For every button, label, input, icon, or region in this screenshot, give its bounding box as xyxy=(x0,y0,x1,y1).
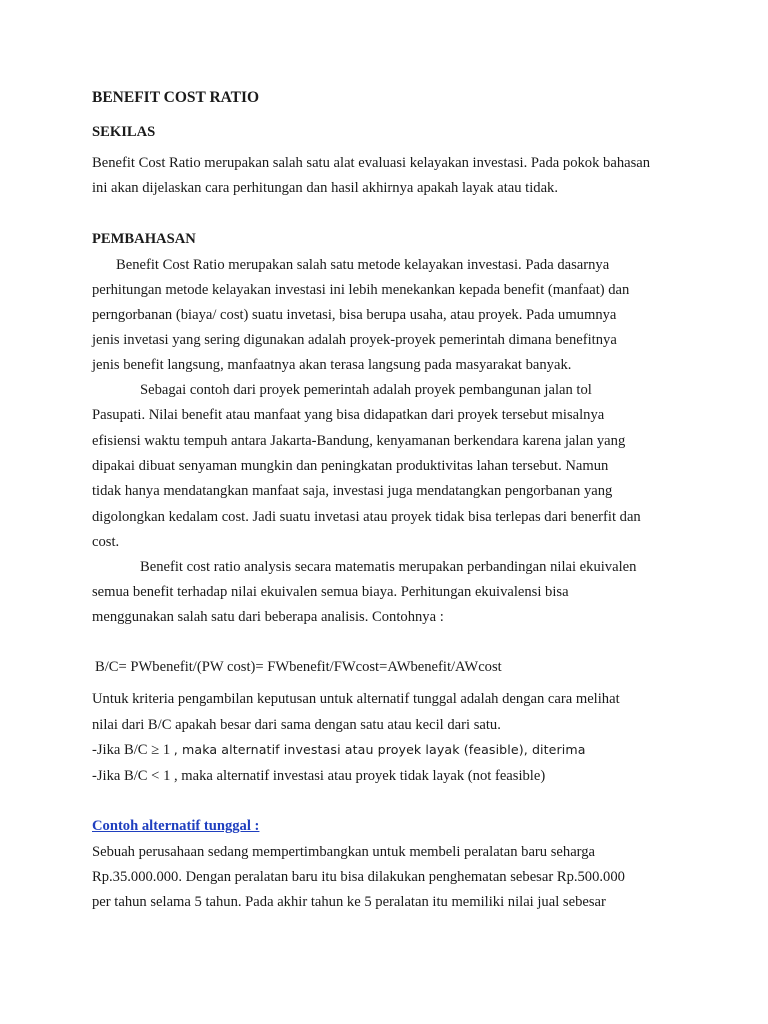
sekilas-line-2: ini akan dijelaskan cara perhitungan dan hasil akhirnya apakah layak atau tidak. xyxy=(92,180,559,196)
para1-line-4: jenis invetasi yang sering digunakan adalah proyek-proyek pemerintah dimana benefitnya xyxy=(92,332,617,348)
para2-line-5: tidak hanya mendatangkan manfaat saja, investasi juga mendatangkan pengorbanan yang xyxy=(92,483,613,499)
para3-line-3: menggunakan salah satu dari beberapa analisis. Contohnya : xyxy=(92,609,444,625)
para1-line-3: perngorbanan (biaya/ cost) suatu invetasi, bisa berupa usaha, atau proyek. Pada umumnya xyxy=(92,307,617,323)
rule-feasible xyxy=(92,741,586,759)
contoh-line-1: Sebuah perusahaan sedang mempertimbangkan untuk membeli peralatan baru seharga xyxy=(92,844,596,860)
para2-line-7: cost. xyxy=(92,534,120,550)
para1-line-1: Benefit Cost Ratio merupakan salah satu metode kelayakan investasi. Pada dasarnya xyxy=(116,257,610,273)
kriteria-line-2: nilai dari B/C apakah besar dari sama dengan satu atau kecil dari satu. xyxy=(92,717,501,733)
rule-feasible-prefix: -Jika B/C ≥ 1 xyxy=(92,742,174,758)
contoh-line-2: Rp.35.000.000. Dengan peralatan baru itu bisa dilakukan penghematan sebesar Rp.500.000 xyxy=(92,869,625,885)
rule-not-feasible: -Jika B/C < 1 , maka alternatif investasi atau proyek tidak layak (not feasible) xyxy=(92,768,546,784)
sekilas-line-1: Benefit Cost Ratio merupakan salah satu alat evaluasi kelayakan investasi. Pada pokok bahasan xyxy=(92,155,651,171)
para2-line-6: digolongkan kedalam cost. Jadi suatu invetasi atau proyek tidak bisa terlepas dari benerfit dan xyxy=(92,509,641,525)
document-title: BENEFIT COST RATIO xyxy=(92,89,260,106)
para2-line-3: efisiensi waktu tempuh antara Jakarta-Bandung, kenyamanan berkendara karena jalan yang xyxy=(92,433,626,449)
contoh-heading-link[interactable]: Contoh alternatif tunggal : xyxy=(92,818,260,834)
para3-line-1: Benefit cost ratio analysis secara matematis merupakan perbandingan nilai ekuivalen xyxy=(140,559,637,575)
rule-feasible-text: , maka alternatif investasi atau proyek layak (feasible), diterima xyxy=(173,742,586,757)
sekilas-heading: SEKILAS xyxy=(92,124,156,140)
para1-line-2: perhitungan metode kelayakan investasi ini lebih menekankan kepada benefit (manfaat) dan xyxy=(92,282,630,298)
para2-line-1: Sebagai contoh dari proyek pemerintah adalah proyek pembangunan jalan tol xyxy=(140,382,592,398)
para2-line-2: Pasupati. Nilai benefit atau manfaat yang bisa didapatkan dari proyek tersebut misalnya xyxy=(92,407,605,423)
contoh-line-3: per tahun selama 5 tahun. Pada akhir tahun ke 5 peralatan itu memiliki nilai jual sebesar xyxy=(92,894,606,910)
para2-line-4: dipakai dibuat senyaman mungkin dan peningkatan produktivitas lahan tersebut. Namun xyxy=(92,458,609,474)
para1-line-5: jenis benefit langsung, manfaatnya akan terasa langsung pada masyarakat banyak. xyxy=(92,357,572,373)
pembahasan-heading: PEMBAHASAN xyxy=(92,231,196,247)
kriteria-line-1: Untuk kriteria pengambilan keputusan untuk alternatif tunggal adalah dengan cara melihat xyxy=(92,691,620,707)
para3-line-2: semua benefit terhadap nilai ekuivalen semua biaya. Perhitungan ekuivalensi bisa xyxy=(92,584,569,600)
bc-formula: B/C= PWbenefit/(PW cost)= FWbenefit/FWcost=AWbenefit/AWcost xyxy=(95,659,502,675)
